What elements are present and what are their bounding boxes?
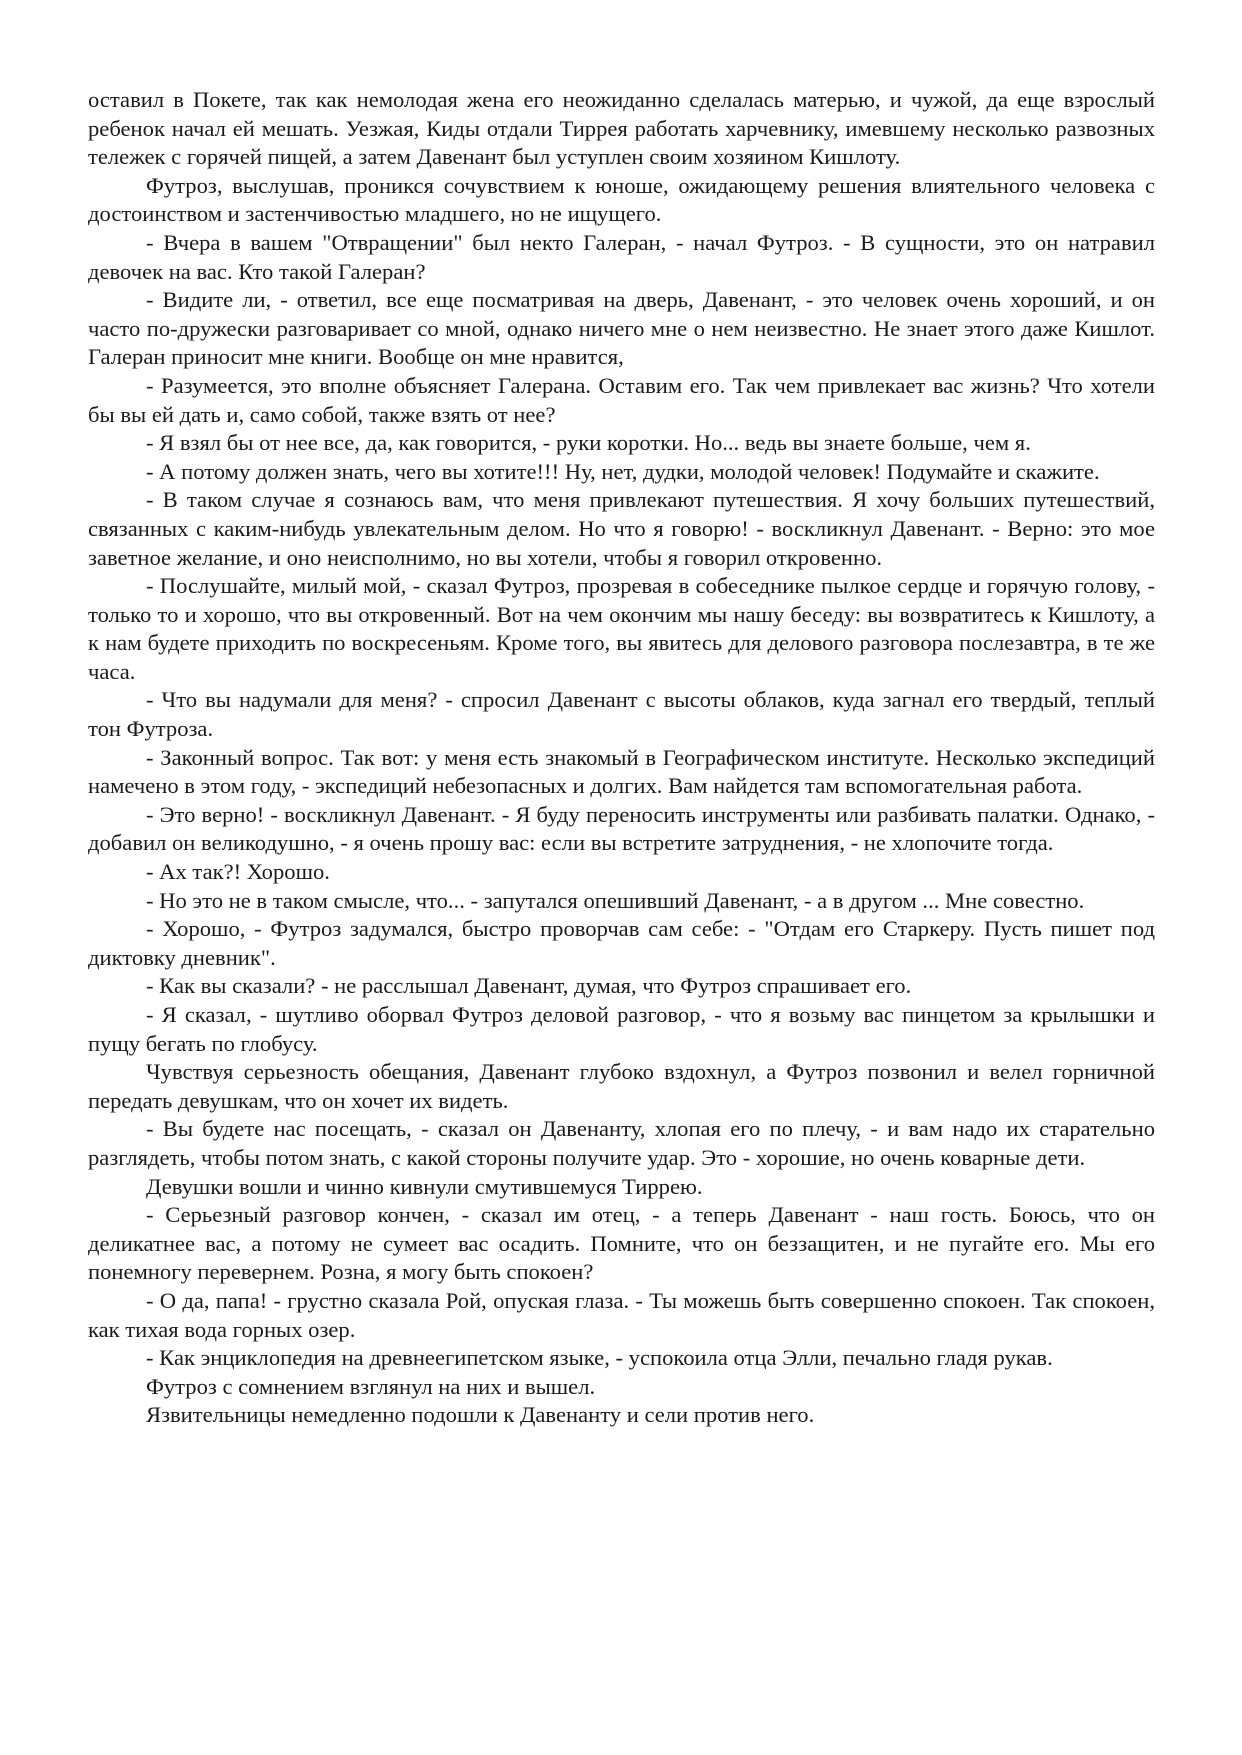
- paragraph: Чувствуя серьезность обещания, Давенант глубоко вздохнул, а Футроз позвонил и велел горничной передать девушкам, что он хочет их видеть.: [88, 1059, 1155, 1113]
- paragraph: - Разумеется, это вполне объясняет Галерана. Оставим его. Так чем привлекает вас жизнь? Что хотели бы вы ей дать и, само собой, также взять от нее?: [88, 372, 1155, 427]
- document-page: [88, 86, 1155, 1430]
- paragraph: - Послушайте, милый мой, - сказал Футроз, прозревая в собеседнике пылкое сердце и горячую голову, - только то и хорошо, что вы откровенный. Вот на чем окончим мы нашу беседу: вы возвратитесь к Кишлоту, а к нам будете приходить по воскресеньям. Кроме того, вы явитесь для делового разговора послезавтра, в те же часа.: [88, 573, 1155, 684]
- paragraph: - Это верно! - воскликнул Давенант. - Я буду переносить инструменты или разбивать палатки. Однако, - добавил он великодушно, - я очень прошу вас: если вы встретите затруднения, - не хлопочите тогда.: [88, 801, 1155, 856]
- paragraph: Девушки вошли и чинно кивнули смутившемуся Тиррею.: [146, 1173, 703, 1199]
- paragraph: Язвительницы немедленно подошли к Давенанту и сели против него.: [146, 1402, 815, 1428]
- paragraph: - Видите ли, - ответил, все еще посматривая на дверь, Давенант, - это человек очень хороший, и он часто по-дружески разговаривает со мной, однако ничего мне о нем неизвестно. Не знает этого даже Кишлот. Галеран приносит мне книги. Вообще он мне нравится,: [88, 287, 1155, 370]
- paragraph: - Но это не в таком смысле, что... - запутался опешивший Давенант, - а в другом ... Мне совестно.: [146, 887, 1085, 913]
- paragraph: - Ах так?! Хорошо.: [146, 859, 330, 885]
- paragraph: оставил в Покете, так как немолодая жена его неожиданно сделалась матерью, и чужой, да еще взрослый ребенок начал ей мешать. Уезжая, Киды отдали Тиррея работать харчевнику, имевшему несколько развозных тележек с горячей пищей, а затем Давенант был уступлен своим хозяином Кишлоту.: [88, 87, 1155, 170]
- paragraph: - Как вы сказали? - не расслышал Давенант, думая, что Футроз спрашивает его.: [146, 973, 912, 999]
- paragraph: - Как энциклопедия на древнеегипетском языке, - успокоила отца Элли, печально гладя рукав.: [146, 1345, 1053, 1371]
- paragraph: - Серьезный разговор кончен, - сказал им отец, - а теперь Давенант - наш гость. Боюсь, что он деликатнее вас, а потому не сумеет вас осадить. Помните, что он беззащитен, и не пугайте его. Мы его понемногу перевернем. Розна, я могу быть спокоен?: [88, 1202, 1155, 1285]
- paragraph: Футроз, выслушав, проникся сочувствием к юноше, ожидающему решения влиятельного человека с достоинством и застенчивостью младшего, но не ищущего.: [88, 172, 1155, 227]
- paragraph: Футроз с сомнением взглянул на них и вышел.: [146, 1373, 596, 1399]
- paragraph: - А потому должен знать, чего вы хотите!!! Ну, нет, дудки, молодой человек! Подумайте и скажите.: [146, 458, 1100, 484]
- paragraph: - Я взял бы от нее все, да, как говорится, - руки коротки. Но... ведь вы знаете больше, чем я.: [146, 430, 1031, 456]
- paragraph: - Что вы надумали для меня? - спросил Давенант с высоты облаков, куда загнал его твердый, теплый тон Футроза.: [88, 687, 1155, 742]
- paragraph: - Вчера в вашем "Отвращении" был некто Галеран, - начал Футроз. - В сущности, это он натравил девочек на вас. Кто такой Галеран?: [88, 229, 1155, 284]
- paragraph: - О да, папа! - грустно сказала Рой, опуская глаза. - Ты можешь быть совершенно спокоен. Так спокоен, как тихая вода горных озер.: [88, 1287, 1155, 1342]
- paragraph: - Я сказал, - шутливо оборвал Футроз деловой разговор, - что я возьму вас пинцетом за крылышки и пущу бегать по глобусу.: [88, 1002, 1155, 1056]
- paragraph: - В таком случае я сознаюсь вам, что меня привлекают путешествия. Я хочу больших путешествий, связанных с каким-нибудь увлекательным делом. Но что я говорю! - воскликнул Давенант. - Верно: это мое заветное желание, и оно неисполнимо, но вы хотели, чтобы я говорил откровенно.: [88, 487, 1155, 570]
- paragraph: - Хорошо, - Футроз задумался, быстро проворчав сам себе: - "Отдам его Старкеру. Пусть пишет под диктовку дневник".: [88, 916, 1155, 970]
- paragraph: - Законный вопрос. Так вот: у меня есть знакомый в Географическом институте. Несколько экспедиций намечено в этом году, - экспедиций небезопасных и долгих. Вам найдется там вспомогательная работа.: [88, 744, 1155, 799]
- paragraph: - Вы будете нас посещать, - сказал он Давенанту, хлопая его по плечу, - и вам надо их старательно разглядеть, чтобы потом знать, с какой стороны получите удар. Это - хорошие, но очень коварные дети.: [88, 1116, 1155, 1170]
